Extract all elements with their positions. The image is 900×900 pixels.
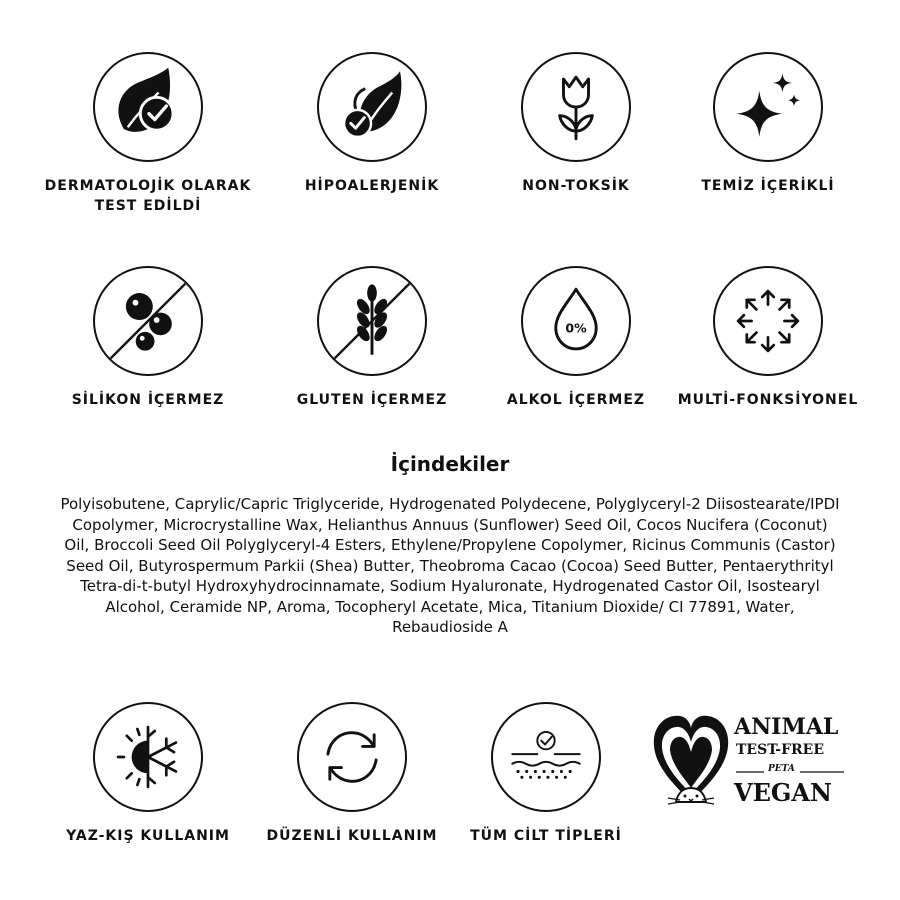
- badge-multi: [658, 266, 878, 410]
- badge-label: NON-TOKSİK: [522, 178, 630, 194]
- multi-arrows-icon: [713, 266, 823, 376]
- leaf-check-icon: [93, 52, 203, 162]
- peta-animal-text: ANIMAL: [734, 714, 839, 740]
- drop-zero-percent-icon: [521, 266, 631, 376]
- no-gluten-icon: [317, 266, 427, 376]
- badge-temiz: [658, 52, 878, 196]
- ingredients-text: Polyisobutene, Caprylic/Capric Triglyceride, Hydrogenated Polydecene, Polyglyceryl-2 Diisostearate/IPDI Copolymer, Microcrystalline Wax, Helianthus Annuus (Sunflower) Seed Oil, Cocos Nucifera (Coconut) Oil, Broccoli Seed Oil Polyglyceryl-4 Esters, Ethylene/Propylene Copolymer, Ricinus Communis (Castor) Seed Oil, Butyrospermum Parkii (Shea) Butter, Theobroma Cacao (Cocoa) Seed Butter, Pentaerythrityl Tetra-di-t-butyl Hydroxyhydrocinnamate, Sodium Hyaluronate, Hydrogenated Castor Oil, Isostearyl Alcohol, Ceramide NP, Aroma, Tocopheryl Acetate, Mica, Titanium Dioxide/ CI 77891, Water, Rebaudioside A: [60, 495, 840, 636]
- drop-percent-text: 0%: [565, 320, 587, 336]
- badge-label: ALKOL İÇERMEZ: [506, 392, 646, 408]
- badge-label: DÜZENLİ KULLANIM: [266, 828, 438, 844]
- badge-yazkis: [38, 702, 258, 846]
- badge-label: YAZ-KIŞ KULLANIM: [66, 828, 230, 844]
- skin-layers-icon: [491, 702, 601, 812]
- refresh-icon: [297, 702, 407, 812]
- no-silicone-icon: [93, 266, 203, 376]
- badge-hipoalerjenik: [262, 52, 482, 196]
- badge-duzenli: [242, 702, 462, 846]
- sparkle-icon: [713, 52, 823, 162]
- badge-label: SİLİKON İÇERMEZ: [71, 392, 225, 408]
- badge-silikon: [38, 266, 258, 410]
- badge-label: TEMİZ İÇERİKLİ: [701, 178, 835, 194]
- leaves-check-icon: [317, 52, 427, 162]
- badge-label: DERMATOLOJİK OLARAK TEST EDİLDİ: [44, 178, 252, 214]
- badge-non-toksik: [466, 52, 686, 196]
- badge-label: MULTİ-FONKSİYONEL: [677, 392, 859, 408]
- peta-brand-text: PETA: [768, 764, 795, 774]
- badge-gluten: [262, 266, 482, 410]
- peta-vegan-text: VEGAN: [734, 778, 832, 807]
- badge-label: GLUTEN İÇERMEZ: [296, 392, 448, 408]
- badge-label: TÜM CİLT TİPLERİ: [470, 828, 622, 844]
- peta-vegan-logo: [650, 706, 850, 816]
- peta-testfree-text: TEST-FREE: [736, 742, 825, 758]
- badge-tumcilt: [436, 702, 656, 846]
- tulip-icon: [521, 52, 631, 162]
- badge-label: HİPOALERJENİK: [304, 178, 440, 194]
- badge-alkol: [466, 266, 686, 410]
- ingredients-title: İçindekiler: [390, 452, 510, 476]
- badge-dermatolojik: [38, 52, 258, 216]
- sun-snowflake-icon: [93, 702, 203, 812]
